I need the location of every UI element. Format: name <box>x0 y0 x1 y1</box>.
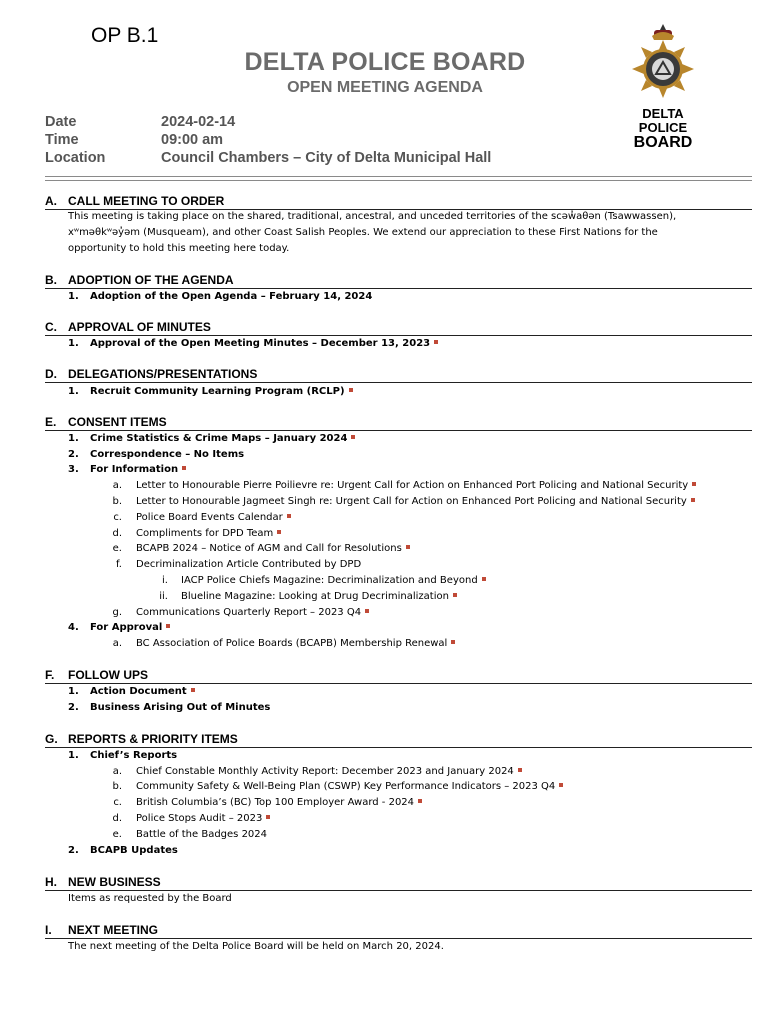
chief-report-stops-audit[interactable] <box>136 813 270 824</box>
section-c-letter: C. <box>45 320 57 334</box>
attachment-marker-icon <box>518 768 522 772</box>
item-text: Police Board Events Calendar <box>136 512 283 523</box>
sub-item-letter: d. <box>112 528 122 539</box>
page-title: DELTA POLICE BOARD <box>244 48 526 76</box>
section-i-title: NEXT MEETING <box>68 923 159 937</box>
item-text: Letter to Honourable Jagmeet Singh re: Urgent Call for Action on Enhanced Port Policing and National Security <box>136 496 687 507</box>
chief-report-top-employer[interactable] <box>136 797 422 808</box>
logo-word-delta: DELTA <box>642 106 684 121</box>
agenda-item-for-information[interactable] <box>90 464 186 475</box>
item-text: Recruit Community Learning Program (RCLP) <box>90 386 345 397</box>
police-crest-icon <box>628 22 698 100</box>
attachment-marker-icon <box>692 482 696 486</box>
sub-item-letter: e. <box>112 829 122 840</box>
section-d-letter: D. <box>45 367 57 381</box>
item-text: IACP Police Chiefs Magazine: Decriminalization and Beyond <box>181 575 478 586</box>
section-h-rule <box>45 890 752 891</box>
sub-item-letter: e. <box>112 543 122 554</box>
section-d-title: DELEGATIONS/PRESENTATIONS <box>68 367 258 381</box>
attachment-marker-icon <box>434 340 438 344</box>
info-item-bcapb-agm[interactable] <box>136 543 410 554</box>
agenda-item-action-document[interactable] <box>90 686 195 697</box>
sub-item-letter: c. <box>113 512 122 523</box>
item-text: Letter to Honourable Pierre Poilievre re: Urgent Call for Action on Enhanced Port Policing and National Security <box>136 480 689 491</box>
sub-item-letter: b. <box>112 781 122 792</box>
agenda-item-business-arising: Business Arising Out of Minutes <box>90 702 271 713</box>
sub-item-letter: b. <box>112 496 122 507</box>
item-text: Crime Statistics & Crime Maps – January 2024 <box>90 433 348 444</box>
section-i-rule <box>45 938 752 939</box>
section-b-title: ADOPTION OF THE AGENDA <box>68 273 234 287</box>
item-number: 4. <box>68 622 79 633</box>
item-text: British Columbia’s (BC) Top 100 Employer Award - 2024 <box>136 797 415 808</box>
chief-report-battle-of-badges: Battle of the Badges 2024 <box>136 829 268 840</box>
attachment-marker-icon <box>166 624 170 628</box>
item-text: Community Safety & Well-Being Plan (CSWP) Key Performance Indicators – 2023 Q4 <box>136 781 556 792</box>
item-text: Compliments for DPD Team <box>136 528 274 539</box>
info-item-comms-report[interactable] <box>136 607 369 618</box>
land-acknowledgement-line-2: xʷməθkʷəy̓əm (Musqueam), and other Coast Salish Peoples. We extend our appreciation to these First Nations for the <box>68 227 658 238</box>
sub-item-letter: a. <box>112 638 122 649</box>
item-text: Police Stops Audit – 2023 <box>136 813 263 824</box>
section-e-title: CONSENT ITEMS <box>68 415 167 429</box>
info-item-compliments[interactable] <box>136 528 281 539</box>
agenda-item-crime-stats[interactable] <box>90 433 355 444</box>
delta-police-board-logo <box>628 22 698 152</box>
section-a-letter: A. <box>45 194 57 208</box>
new-business-text: Items as requested by the Board <box>68 893 232 904</box>
item-number: 1. <box>68 750 79 761</box>
section-c-title: APPROVAL OF MINUTES <box>68 320 211 334</box>
chief-report-monthly-activity[interactable] <box>136 766 522 777</box>
section-a-title: CALL MEETING TO ORDER <box>68 194 225 208</box>
attachment-marker-icon <box>287 514 291 518</box>
agenda-item-adoption[interactable]: Adoption of the Open Agenda – February 14, 2024 <box>90 291 373 302</box>
agenda-item-rclp[interactable] <box>90 386 353 397</box>
approval-item-bcapb-membership[interactable] <box>136 638 455 649</box>
item-number: 1. <box>68 433 79 444</box>
roman-numeral: i. <box>162 575 168 586</box>
attachment-marker-icon <box>451 640 455 644</box>
section-f-title: FOLLOW UPS <box>68 668 148 682</box>
info-item-events-calendar[interactable] <box>136 512 291 523</box>
date-label: Date <box>45 114 77 130</box>
land-acknowledgement-line-1: This meeting is taking place on the shared, traditional, ancestral, and unceded territories of the scəw̓aθən (Tsawwassen), <box>68 211 677 222</box>
item-number: 3. <box>68 464 79 475</box>
header-divider <box>45 176 752 181</box>
article-iacp[interactable] <box>181 575 486 586</box>
attachment-marker-icon <box>349 388 353 392</box>
section-e-rule <box>45 430 752 431</box>
item-text: BCAPB 2024 – Notice of AGM and Call for Resolutions <box>136 543 402 554</box>
item-number: 2. <box>68 449 79 460</box>
section-e-letter: E. <box>45 415 57 429</box>
item-text: BC Association of Police Boards (BCAPB) Membership Renewal <box>136 638 448 649</box>
item-text: Chief Constable Monthly Activity Report: December 2023 and January 2024 <box>136 766 514 777</box>
location-label: Location <box>45 150 106 166</box>
agenda-item-bcapb-updates: BCAPB Updates <box>90 845 178 856</box>
attachment-marker-icon <box>559 783 563 787</box>
roman-numeral: ii. <box>159 591 168 602</box>
item-text: Blueline Magazine: Looking at Drug Decriminalization <box>181 591 449 602</box>
section-f-rule <box>45 683 752 684</box>
section-h-letter: H. <box>45 875 57 889</box>
attachment-marker-icon <box>365 609 369 613</box>
location-value: Council Chambers – City of Delta Municipal Hall <box>161 150 492 166</box>
item-text: For Approval <box>90 622 163 633</box>
item-text: Action Document <box>90 686 187 697</box>
info-item-decriminalization: Decriminalization Article Contributed by DPD <box>136 559 362 570</box>
section-b-rule <box>45 288 752 289</box>
section-i-letter: I. <box>45 923 52 937</box>
section-g-letter: G. <box>45 732 58 746</box>
logo-word-board: BOARD <box>633 134 693 151</box>
land-acknowledgement-line-3: opportunity to hold this meeting here today. <box>68 243 290 254</box>
next-meeting-text: The next meeting of the Delta Police Board will be held on March 20, 2024. <box>68 941 444 952</box>
sub-item-letter: g. <box>112 607 122 618</box>
item-text: For Information <box>90 464 179 475</box>
info-item-singh-letter[interactable] <box>136 496 695 507</box>
sub-item-letter: a. <box>112 480 122 491</box>
attachment-marker-icon <box>418 799 422 803</box>
sub-item-letter: a. <box>112 766 122 777</box>
article-blueline[interactable] <box>181 591 457 602</box>
date-value: 2024-02-14 <box>161 114 236 130</box>
sub-item-letter: f. <box>116 559 122 570</box>
attachment-marker-icon <box>453 593 457 597</box>
item-number: 2. <box>68 845 79 856</box>
agenda-item-minutes[interactable] <box>90 338 438 349</box>
attachment-marker-icon <box>182 466 186 470</box>
section-a-rule <box>45 209 752 210</box>
attachment-marker-icon <box>691 498 695 502</box>
item-number: 1. <box>68 686 79 697</box>
sub-item-letter: c. <box>113 797 122 808</box>
section-b-letter: B. <box>45 273 57 287</box>
agenda-item-chiefs-reports: Chief’s Reports <box>90 750 178 761</box>
section-d-rule <box>45 382 752 383</box>
section-g-title: REPORTS & PRIORITY ITEMS <box>68 732 238 746</box>
attachment-marker-icon <box>351 435 355 439</box>
logo-word-police: POLICE <box>638 120 688 135</box>
page-subtitle: OPEN MEETING AGENDA <box>287 79 483 96</box>
item-number: 1. <box>68 338 79 349</box>
item-number: 2. <box>68 702 79 713</box>
item-number: 1. <box>68 386 79 397</box>
time-label: Time <box>45 132 79 148</box>
document-code: OP B.1 <box>91 24 159 47</box>
item-text: Communications Quarterly Report – 2023 Q4 <box>136 607 362 618</box>
section-c-rule <box>45 335 752 336</box>
info-item-poilievre-letter[interactable] <box>136 480 696 491</box>
attachment-marker-icon <box>266 815 270 819</box>
section-f-letter: F. <box>45 668 55 682</box>
attachment-marker-icon <box>277 530 281 534</box>
attachment-marker-icon <box>191 688 195 692</box>
section-g-rule <box>45 747 752 748</box>
sub-item-letter: d. <box>112 813 122 824</box>
item-text: Approval of the Open Meeting Minutes – December 13, 2023 <box>90 338 431 349</box>
section-h-title: NEW BUSINESS <box>68 875 161 889</box>
item-number: 1. <box>68 291 79 302</box>
attachment-marker-icon <box>482 577 486 581</box>
chief-report-cswp-kpi[interactable] <box>136 781 563 792</box>
agenda-item-for-approval[interactable] <box>90 622 170 633</box>
attachment-marker-icon <box>406 545 410 549</box>
time-value: 09:00 am <box>161 132 224 148</box>
agenda-item-correspondence: Correspondence – No Items <box>90 449 245 460</box>
